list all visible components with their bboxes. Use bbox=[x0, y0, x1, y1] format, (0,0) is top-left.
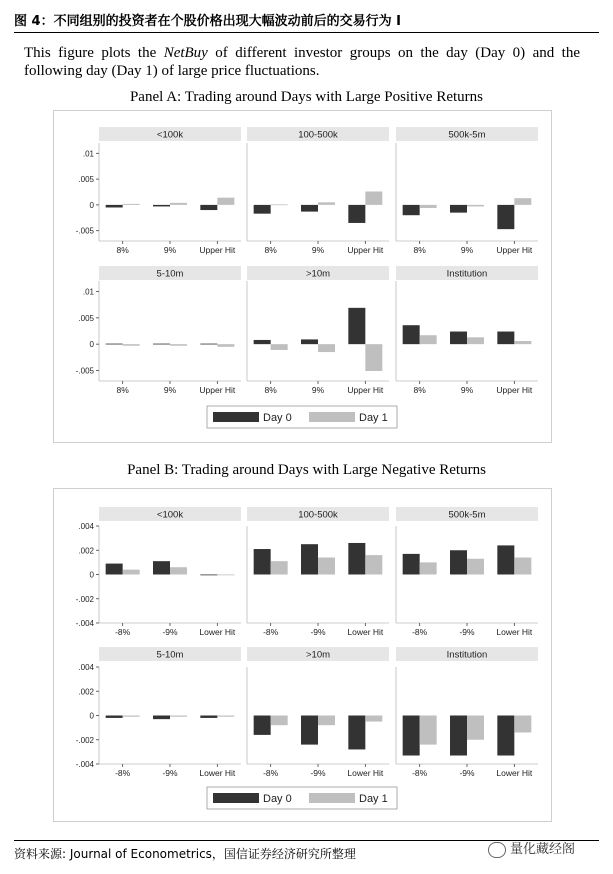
panel-b-title: Panel B: Trading around Days with Large Negative Returns bbox=[127, 462, 486, 478]
caption-text-1: This figure plots the bbox=[24, 45, 164, 61]
bar-day0 bbox=[153, 344, 170, 345]
x-tick-label: Upper Hit bbox=[496, 385, 533, 395]
subplot-5 bbox=[396, 647, 538, 778]
x-tick-label: 9% bbox=[163, 245, 177, 255]
bar-day0 bbox=[348, 308, 365, 344]
bar-day0 bbox=[153, 716, 170, 720]
subplot-label: >10m bbox=[305, 649, 331, 661]
subplot-label: >10m bbox=[305, 268, 331, 280]
subplot-1 bbox=[247, 127, 389, 255]
x-tick-label: 9% bbox=[460, 245, 474, 255]
x-tick-label: Upper Hit bbox=[347, 245, 384, 255]
y-tick-label: 0 bbox=[89, 200, 94, 210]
x-tick-label: Lower Hit bbox=[347, 768, 384, 778]
y-tick-label: .002 bbox=[78, 687, 94, 697]
legend-label-day1: Day 1 bbox=[359, 412, 388, 424]
x-tick-label: 9% bbox=[460, 385, 474, 395]
subplot-0 bbox=[76, 507, 241, 637]
wechat-icon bbox=[488, 842, 506, 858]
y-tick-label: -.002 bbox=[75, 594, 94, 604]
x-tick-label: Lower Hit bbox=[199, 768, 236, 778]
bar-day0 bbox=[301, 716, 318, 745]
bar-day0 bbox=[200, 716, 217, 718]
bar-day0 bbox=[450, 332, 467, 345]
bar-day0 bbox=[106, 564, 123, 575]
x-tick-label: Upper Hit bbox=[199, 385, 236, 395]
bar-day0 bbox=[348, 716, 365, 750]
y-tick-label: -.004 bbox=[75, 619, 94, 628]
bar-day1 bbox=[365, 191, 382, 204]
bar-day1 bbox=[514, 558, 531, 575]
bar-day0 bbox=[200, 344, 217, 345]
x-tick-label: Upper Hit bbox=[347, 385, 384, 395]
bar-day1 bbox=[271, 344, 288, 350]
subplot-label: 500k-5m bbox=[448, 129, 486, 141]
x-tick-label: -9% bbox=[310, 768, 326, 778]
caption-netbuy: NetBuy bbox=[163, 45, 208, 61]
bar-day0 bbox=[254, 340, 271, 344]
bar-day0 bbox=[403, 554, 420, 575]
bar-day0 bbox=[403, 716, 420, 756]
subplot-label: 100-500k bbox=[298, 129, 338, 141]
bar-day1 bbox=[514, 198, 531, 205]
bar-day1 bbox=[217, 198, 234, 205]
y-tick-label: 0 bbox=[89, 570, 94, 580]
bar-day1 bbox=[170, 344, 187, 346]
subplot-3 bbox=[76, 266, 241, 395]
bar-day0 bbox=[254, 549, 271, 574]
x-tick-label: 8% bbox=[264, 385, 277, 395]
legend bbox=[207, 787, 397, 809]
y-tick-label: -.005 bbox=[75, 226, 94, 236]
y-tick-label: .01 bbox=[82, 149, 94, 159]
legend-label-day0: Day 0 bbox=[263, 793, 292, 805]
bar-day0 bbox=[301, 544, 318, 574]
panel-a bbox=[53, 110, 552, 443]
x-tick-label: -9% bbox=[162, 627, 178, 637]
subplot-0 bbox=[76, 127, 241, 255]
panel-b bbox=[53, 488, 552, 822]
bar-day0 bbox=[403, 205, 420, 215]
bar-day1 bbox=[170, 567, 187, 574]
bar-day1 bbox=[123, 344, 140, 346]
bar-day1 bbox=[318, 716, 335, 726]
legend-swatch-day0 bbox=[213, 793, 259, 803]
legend bbox=[207, 406, 397, 428]
panel-a-chart bbox=[54, 111, 551, 442]
bar-day1 bbox=[170, 203, 187, 205]
legend-swatch-day0 bbox=[213, 412, 259, 422]
bar-day1 bbox=[365, 555, 382, 574]
subplot-label: 5-10m bbox=[156, 268, 184, 280]
subplot-4 bbox=[247, 647, 389, 778]
bar-day0 bbox=[348, 543, 365, 575]
subplot-1 bbox=[247, 507, 389, 637]
subplot-label: <100k bbox=[156, 509, 184, 521]
bar-day0 bbox=[106, 205, 123, 208]
y-tick-label: .002 bbox=[78, 546, 94, 556]
subplot-label: <100k bbox=[156, 129, 184, 141]
watermark-text: 量化藏经阁 bbox=[510, 842, 576, 857]
bar-day1 bbox=[420, 716, 437, 745]
y-tick-label: -.002 bbox=[75, 735, 94, 745]
y-tick-label: 0 bbox=[89, 340, 94, 350]
x-tick-label: -9% bbox=[310, 627, 326, 637]
bar-day0 bbox=[403, 325, 420, 344]
x-tick-label: Upper Hit bbox=[199, 245, 236, 255]
x-tick-label: 8% bbox=[413, 385, 426, 395]
bar-day1 bbox=[318, 558, 335, 575]
x-tick-label: 9% bbox=[163, 385, 177, 395]
x-tick-label: -9% bbox=[459, 768, 475, 778]
x-tick-label: Lower Hit bbox=[496, 627, 533, 637]
subplot-2 bbox=[396, 507, 538, 637]
bar-day0 bbox=[497, 545, 514, 574]
x-tick-label: Lower Hit bbox=[496, 768, 533, 778]
bar-day1 bbox=[420, 205, 437, 208]
y-tick-label: .005 bbox=[78, 313, 94, 323]
y-tick-label: .005 bbox=[78, 175, 94, 185]
watermark bbox=[488, 838, 575, 858]
bar-day0 bbox=[301, 339, 318, 344]
bar-day1 bbox=[271, 204, 288, 205]
title-rule bbox=[14, 32, 599, 33]
subplot-label: Institution bbox=[446, 649, 488, 661]
figure-title: 图 4：不同组别的投资者在个股价格出现大幅波动前后的交易行为 I bbox=[14, 14, 401, 29]
subplot-3 bbox=[76, 647, 241, 778]
bar-day1 bbox=[318, 344, 335, 352]
y-tick-label: .01 bbox=[82, 287, 94, 297]
panel-b-chart bbox=[54, 489, 551, 821]
x-tick-label: -9% bbox=[459, 627, 475, 637]
bar-day1 bbox=[123, 716, 140, 717]
bar-day1 bbox=[514, 341, 531, 344]
subplot-label: 5-10m bbox=[156, 649, 184, 661]
y-tick-label: .004 bbox=[78, 522, 94, 531]
bar-day1 bbox=[365, 716, 382, 722]
x-tick-label: -8% bbox=[412, 627, 428, 637]
bar-day1 bbox=[217, 716, 234, 717]
x-tick-label: Lower Hit bbox=[199, 627, 236, 637]
bar-day1 bbox=[514, 716, 531, 733]
subplot-2 bbox=[396, 127, 538, 255]
bar-day0 bbox=[301, 205, 318, 212]
bar-day0 bbox=[497, 332, 514, 345]
x-tick-label: -8% bbox=[115, 627, 131, 637]
legend-swatch-day1 bbox=[309, 412, 355, 422]
x-tick-label: 8% bbox=[116, 385, 129, 395]
bar-day0 bbox=[200, 575, 217, 576]
subplot-4 bbox=[247, 266, 389, 395]
subplot-5 bbox=[396, 266, 538, 395]
subplot-label: Institution bbox=[446, 268, 488, 280]
x-tick-label: Upper Hit bbox=[496, 245, 533, 255]
bar-day1 bbox=[271, 716, 288, 726]
x-tick-label: 8% bbox=[116, 245, 129, 255]
x-tick-label: -8% bbox=[115, 768, 131, 778]
bar-day0 bbox=[254, 205, 271, 214]
bar-day1 bbox=[420, 562, 437, 574]
subplot-label: 100-500k bbox=[298, 509, 338, 521]
bar-day1 bbox=[318, 202, 335, 205]
bar-day1 bbox=[271, 561, 288, 574]
bar-day0 bbox=[200, 205, 217, 210]
x-tick-label: -8% bbox=[412, 768, 428, 778]
bar-day0 bbox=[254, 716, 271, 735]
caption-text-2: of different investor groups on the day (Day 0) and the following day (Day 1) of large price fluctuations. bbox=[24, 45, 580, 79]
bar-day1 bbox=[467, 716, 484, 740]
bar-day0 bbox=[497, 716, 514, 756]
bar-day0 bbox=[153, 205, 170, 207]
x-tick-label: 8% bbox=[264, 245, 277, 255]
bar-day1 bbox=[467, 337, 484, 344]
bar-day1 bbox=[217, 575, 234, 576]
bar-day1 bbox=[123, 204, 140, 205]
x-tick-label: 8% bbox=[413, 245, 426, 255]
x-tick-label: -8% bbox=[263, 627, 279, 637]
bar-day0 bbox=[450, 550, 467, 574]
panel-a-title: Panel A: Trading around Days with Large Positive Returns bbox=[129, 89, 484, 105]
bar-day0 bbox=[450, 205, 467, 213]
bar-day0 bbox=[106, 344, 123, 345]
bar-day1 bbox=[217, 344, 234, 347]
y-tick-label: .004 bbox=[78, 663, 94, 672]
figure-caption bbox=[24, 44, 580, 80]
bar-day1 bbox=[467, 205, 484, 207]
x-tick-label: Lower Hit bbox=[347, 627, 384, 637]
footer-source: 资料来源: Journal of Econometrics，国信证券经济研究所整理 bbox=[14, 847, 356, 861]
bar-day0 bbox=[348, 205, 365, 223]
y-tick-label: -.004 bbox=[75, 760, 94, 769]
bar-day0 bbox=[106, 716, 123, 718]
bar-day0 bbox=[450, 716, 467, 756]
bar-day1 bbox=[420, 335, 437, 344]
bar-day1 bbox=[170, 716, 187, 717]
x-tick-label: 9% bbox=[311, 245, 325, 255]
bar-day1 bbox=[123, 570, 140, 575]
bar-day0 bbox=[153, 561, 170, 574]
x-tick-label: -8% bbox=[263, 768, 279, 778]
legend-label-day0: Day 0 bbox=[263, 412, 292, 424]
x-tick-label: 9% bbox=[311, 385, 325, 395]
y-tick-label: -.005 bbox=[75, 366, 94, 376]
bar-day0 bbox=[497, 205, 514, 229]
legend-swatch-day1 bbox=[309, 793, 355, 803]
bar-day1 bbox=[365, 344, 382, 371]
bar-day1 bbox=[467, 559, 484, 575]
legend-label-day1: Day 1 bbox=[359, 793, 388, 805]
y-tick-label: 0 bbox=[89, 711, 94, 721]
x-tick-label: -9% bbox=[162, 768, 178, 778]
subplot-label: 500k-5m bbox=[448, 509, 486, 521]
